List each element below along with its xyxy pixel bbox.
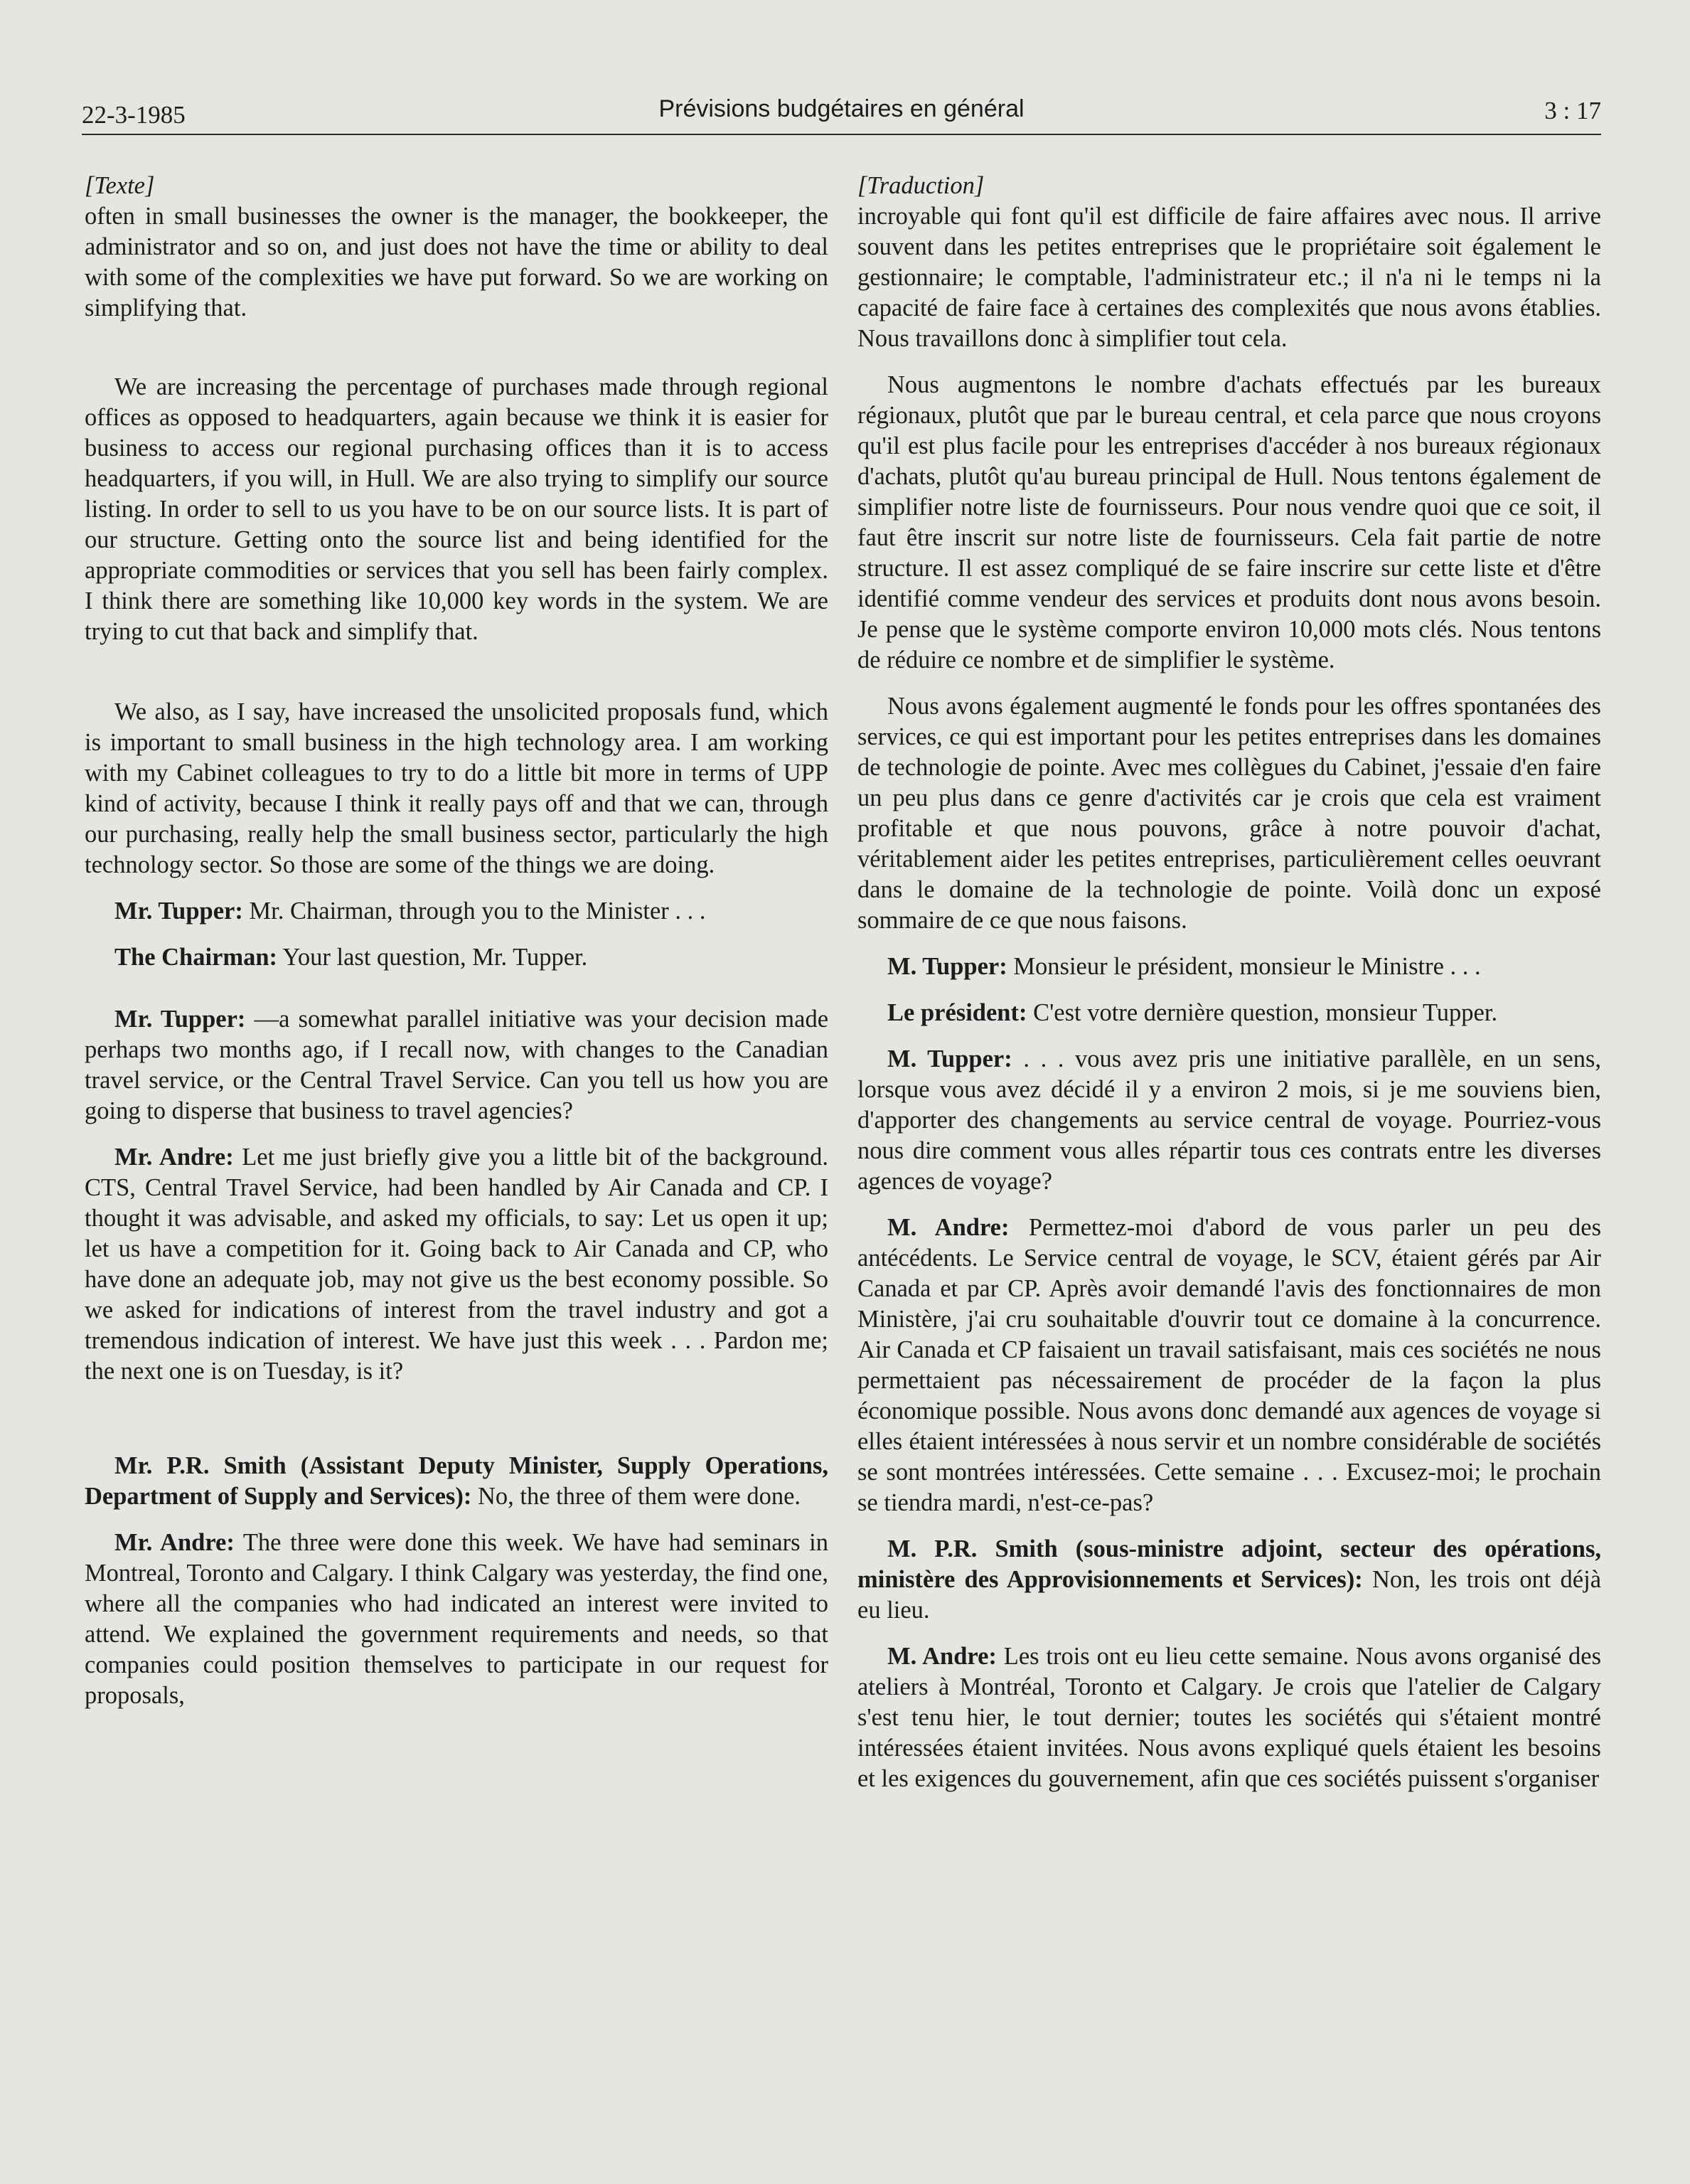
- speech-text: Let me just briefly give you a little bit of the background. CTS, Central Travel Service, had been handled by Air Canada and CP. I thought it was advisable, and asked my officials, to say: Let us open it up; let us have a competition for it. Going back to Air Canada and CP, who have done an adequate job, may not give us the best economy possible. So we asked for indications of interest from the travel industry and got a tremendous indication of interest. We have just this week . . . Pardon me; the next one is on Tuesday, is it?: [85, 1144, 828, 1385]
- speaker-name: Mr. Tupper:: [114, 897, 243, 925]
- traduction-label: [Traduction]: [857, 172, 985, 199]
- speaker-name: M. Andre:: [887, 1643, 997, 1670]
- speaker-name: Mr. Andre:: [114, 1529, 235, 1556]
- text-label: [Texte]: [85, 172, 155, 199]
- speech-text: Les trois ont eu lieu cette semaine. Nous avons organisé des ateliers à Montréal, Toronto et Calgary. Je crois que l'atelier de Calgary s'est tenu hier, le tout dernier; toutes les sociétés qui s'étaient montré intéressées étaient invitées. Nous avons expliqué quels étaient les besoins et les exigences du gouvernement, afin que ces sociétés puissent s'organiser: [857, 1643, 1601, 1792]
- speaker-name: Mr. Andre:: [114, 1144, 234, 1171]
- speech-paragraph: [857, 1044, 1601, 1197]
- speech-text: Permettez-moi d'abord de vous parler un peu des antécédents. Le Service central de voyage, le SCV, étaient gérés par Air Canada et par CP. Après avoir demandé l'avis des fonctionnaires de mon Ministère, j'ai cru souhaitable d'ouvrir tout ce domaine à la concurrence. Air Canada et CP faisaient un travail satisfaisant, mais ces sociétés ne nous permettaient pas nécessairement de procéder de la façon la plus économique possible. Nous avons donc demandé aux agences de voyage si elles étaient intéressées à nous servir et un nombre considérable de sociétés se sont montrées intéressées. Cette semaine . . . Excusez-moi; le prochain se tiendra mardi, n'est-ce-pas?: [857, 1214, 1601, 1516]
- speech-paragraph: [857, 1534, 1601, 1626]
- speech-text: Monsieur le président, monsieur le Ministre . . .: [1013, 953, 1481, 980]
- speech-paragraph: [857, 952, 1601, 982]
- speech-text: The three were done this week. We have had seminars in Montreal, Toronto and Calgary. I think Calgary was yesterday, the find one, where all the companies who had indicated an interest were invited to attend. We explained the government requirements and needs, so that companies could position themselves to participate in our request for proposals,: [85, 1529, 828, 1709]
- speaker-name: M. P.R. Smith (sous-ministre adjoint, secteur des opérations, ministère des Approvisionnements et Services):: [857, 1535, 1601, 1593]
- speaker-name: M. Tupper:: [887, 1045, 1012, 1072]
- paragraph: incroyable qui font qu'il est difficile de faire affaires avec nous. Il arrive souvent dans les petites entreprises que le propriétaire soit également le gestionnaire; le comptable, l'administrateur etc.; il n'a ni le temps ni la capacité de faire face à certaines des complexités que nous avons établies. Nous travaillons donc à simplifier tout cela.: [857, 203, 1601, 352]
- running-header: [82, 94, 1601, 135]
- speech-text: Your last question, Mr. Tupper.: [282, 944, 588, 971]
- paragraph: Nous augmentons le nombre d'achats effectués par les bureaux régionaux, plutôt que par le bureau central, et cela parce que nous croyons qu'il est plus facile pour les entreprises d'accéder à nos bureaux régionaux d'achats, plutôt qu'au bureau principal de Hull. Nous tentons également de simplifier notre liste de fournisseurs. Pour nous vendre quoi que ce soit, il faut être inscrit sur notre liste de fournisseurs. Cela fait partie de notre structure. Il est assez compliqué de se faire inscrire sur cette liste et d'être identifié comme vendeur des services et produits dont nous avons besoin. Je pense que le système comporte environ 10,000 mots clés. Nous tentons de réduire ce nombre et de simplifier le système.: [857, 371, 1601, 673]
- header-date: 22-3-1985: [82, 101, 186, 129]
- speech-paragraph: [857, 1641, 1601, 1794]
- speaker-name: The Chairman:: [114, 944, 278, 971]
- paragraph: We are increasing the percentage of purchases made through regional offices as opposed to headquarters, again because we think it is easier for business to access our regional purchasing offices than it is to access headquarters, if you will, in Hull. We are also trying to simplify our source listing. In order to sell to us you have to be on our source lists. It is part of our structure. Getting onto the source list and being identified for the appropriate commodities or services that you sell has been fairly complex. I think there are something like 10,000 key words in the system. We are trying to cut that back and simplify that.: [85, 373, 828, 645]
- speech-paragraph: [85, 1142, 828, 1387]
- french-column: [857, 171, 1601, 1794]
- speaker-name: Mr. P.R. Smith (Assistant Deputy Minister, Supply Operations, Department of Supply and Services):: [85, 1452, 828, 1510]
- speech-paragraph: [857, 998, 1601, 1028]
- speech-text: Non, les trois ont déjà eu lieu.: [857, 1566, 1602, 1624]
- speech-paragraph: [85, 1004, 828, 1126]
- speech-paragraph: [857, 1213, 1601, 1518]
- header-title: Prévisions budgétaires en général: [658, 95, 1025, 122]
- speech-paragraph: [85, 942, 828, 973]
- speech-text: No, the three of them were done.: [477, 1483, 801, 1510]
- paragraph: We also, as I say, have increased the unsolicited proposals fund, which is important to small business in the high technology area. I am working with my Cabinet colleagues to try to do a little bit more in terms of UPP kind of activity, because I think it really pays off and that we can, through our purchasing, really help the small business sector, particularly the high technology sector. So those are some of the things we are doing.: [85, 698, 828, 878]
- paragraph: often in small businesses the owner is the manager, the bookkeeper, the administrator and so on, and just does not have the time or ability to deal with some of the complexities we have put forward. So we are working on simplifying that.: [85, 203, 828, 321]
- speaker-name: M. Andre:: [887, 1214, 1010, 1241]
- header-page-number: 3 : 17: [1544, 97, 1601, 124]
- speech-text: —a somewhat parallel initiative was your decision made perhaps two months ago, if I recall now, with changes to the Canadian travel service, or the Central Travel Service. Can you tell us how you are going to disperse that business to travel agencies?: [85, 1006, 829, 1124]
- speech-paragraph: [85, 896, 828, 927]
- speech-text: . . . vous avez pris une initiative parallèle, en un sens, lorsque vous avez décidé il y a environ 2 mois, si je me souviens bien, d'apporter des changements au service central de voyage. Pourriez-vous nous dire comment vous alles répartir tous ces contrats entre les diverses agences de voyage?: [857, 1045, 1601, 1195]
- speech-text: C'est votre dernière question, monsieur Tupper.: [1033, 999, 1498, 1026]
- speaker-name: Le président:: [887, 999, 1027, 1026]
- speech-text: Mr. Chairman, through you to the Minister . . .: [249, 897, 706, 925]
- speech-paragraph: [85, 1528, 828, 1711]
- speaker-name: M. Tupper:: [887, 953, 1007, 980]
- speaker-name: Mr. Tupper:: [114, 1006, 246, 1033]
- speech-paragraph: [85, 1451, 828, 1512]
- paragraph: Nous avons également augmenté le fonds pour les offres spontanées des services, ce qui est important pour les petites entreprises dans les domaines de technologie de pointe. Avec mes collègues du Cabinet, j'essaie d'en faire un peu plus dans ce genre d'activités car je crois que cela est vraiment profitable et que nous pouvons, grâce à notre pouvoir d'achat, véritablement aider les petites entreprises, particulièrement celles oeuvrant dans le domaine de la technologie de pointe. Voilà donc un exposé sommaire de ce que nous faisons.: [857, 693, 1601, 934]
- english-column: [85, 171, 828, 1711]
